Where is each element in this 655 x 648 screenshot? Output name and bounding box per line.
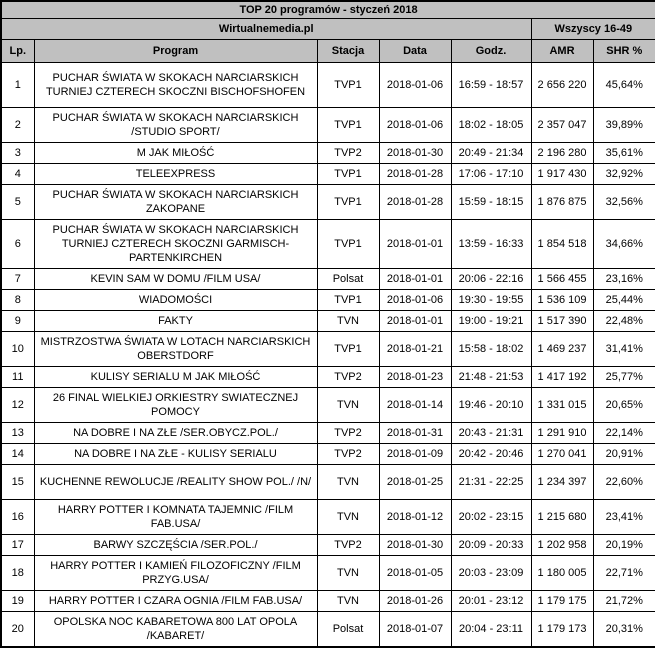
cell-lp: 16 (1, 500, 34, 535)
cell-stacja: TVP2 (317, 535, 379, 556)
table-row (1, 367, 655, 388)
cell-lp: 13 (1, 423, 34, 444)
cell-stacja: TVP1 (317, 220, 379, 269)
cell-godz: 17:06 - 17:10 (451, 164, 531, 185)
table-row (1, 591, 655, 612)
cell-stacja: TVN (317, 591, 379, 612)
table-row (1, 164, 655, 185)
source-row (1, 19, 655, 40)
cell-godz: 21:31 - 22:25 (451, 465, 531, 500)
column-header-row (1, 40, 655, 63)
cell-program: PUCHAR ŚWIATA W SKOKACH NARCIARSKICH /STUDIO SPORT/ (34, 108, 317, 143)
cell-shr: 32,92% (593, 164, 655, 185)
cell-godz: 20:01 - 23:12 (451, 591, 531, 612)
cell-stacja: TVN (317, 388, 379, 423)
cell-lp: 12 (1, 388, 34, 423)
table-row (1, 423, 655, 444)
cell-lp: 2 (1, 108, 34, 143)
cell-lp: 9 (1, 311, 34, 332)
cell-godz: 20:43 - 21:31 (451, 423, 531, 444)
cell-stacja: TVP1 (317, 185, 379, 220)
cell-program: PUCHAR ŚWIATA W SKOKACH NARCIARSKICH TURNIEJ CZTERECH SKOCZNI BISCHOFSHOFEN (34, 63, 317, 108)
cell-lp: 5 (1, 185, 34, 220)
cell-stacja: TVN (317, 311, 379, 332)
cell-stacja: TVP1 (317, 63, 379, 108)
cell-amr: 1 270 041 (531, 444, 593, 465)
cell-lp: 20 (1, 612, 34, 648)
cell-amr: 2 196 280 (531, 143, 593, 164)
cell-amr: 2 357 047 (531, 108, 593, 143)
cell-shr: 31,41% (593, 332, 655, 367)
cell-lp: 11 (1, 367, 34, 388)
cell-lp: 14 (1, 444, 34, 465)
cell-data: 2018-01-23 (379, 367, 451, 388)
table-row (1, 500, 655, 535)
cell-data: 2018-01-30 (379, 143, 451, 164)
cell-shr: 20,31% (593, 612, 655, 648)
cell-program: HARRY POTTER I CZARA OGNIA /FILM FAB.USA/ (34, 591, 317, 612)
cell-shr: 39,89% (593, 108, 655, 143)
cell-shr: 35,61% (593, 143, 655, 164)
cell-amr: 1 469 237 (531, 332, 593, 367)
cell-lp: 7 (1, 269, 34, 290)
cell-data: 2018-01-25 (379, 465, 451, 500)
cell-stacja: TVN (317, 465, 379, 500)
cell-program: MISTRZOSTWA ŚWIATA W LOTACH NARCIARSKICH OBERSTDORF (34, 332, 317, 367)
cell-shr: 22,14% (593, 423, 655, 444)
cell-stacja: TVP2 (317, 367, 379, 388)
cell-program: NA DOBRE I NA ZŁE - KULISY SERIALU (34, 444, 317, 465)
col-header-stacja: Stacja (317, 40, 379, 63)
cell-lp: 1 (1, 63, 34, 108)
cell-data: 2018-01-28 (379, 185, 451, 220)
cell-program: M JAK MIŁOŚĆ (34, 143, 317, 164)
cell-godz: 20:02 - 23:15 (451, 500, 531, 535)
cell-data: 2018-01-12 (379, 500, 451, 535)
table-row (1, 185, 655, 220)
cell-data: 2018-01-31 (379, 423, 451, 444)
title-row (1, 1, 655, 19)
cell-godz: 20:06 - 22:16 (451, 269, 531, 290)
cell-godz: 20:49 - 21:34 (451, 143, 531, 164)
cell-shr: 34,66% (593, 220, 655, 269)
cell-stacja: TVN (317, 500, 379, 535)
cell-data: 2018-01-01 (379, 269, 451, 290)
source-label: Wirtualnemedia.pl (1, 19, 531, 40)
cell-program: WIADOMOŚCI (34, 290, 317, 311)
cell-lp: 18 (1, 556, 34, 591)
table-row (1, 143, 655, 164)
cell-data: 2018-01-14 (379, 388, 451, 423)
cell-godz: 15:59 - 18:15 (451, 185, 531, 220)
cell-amr: 1 202 958 (531, 535, 593, 556)
cell-lp: 6 (1, 220, 34, 269)
table-row (1, 556, 655, 591)
table-header (1, 1, 655, 63)
table-row (1, 220, 655, 269)
cell-shr: 23,41% (593, 500, 655, 535)
cell-data: 2018-01-06 (379, 290, 451, 311)
cell-program: 26 FINAL WIELKIEJ ORKIESTRY SWIATECZNEJ POMOCY (34, 388, 317, 423)
table-row (1, 444, 655, 465)
cell-amr: 1 179 173 (531, 612, 593, 648)
cell-amr: 1 417 192 (531, 367, 593, 388)
cell-shr: 22,71% (593, 556, 655, 591)
cell-godz: 21:48 - 21:53 (451, 367, 531, 388)
cell-lp: 4 (1, 164, 34, 185)
table-title: TOP 20 programów - styczeń 2018 (1, 1, 655, 19)
cell-shr: 20,65% (593, 388, 655, 423)
cell-data: 2018-01-01 (379, 220, 451, 269)
cell-godz: 20:04 - 23:11 (451, 612, 531, 648)
cell-shr: 20,91% (593, 444, 655, 465)
table-row (1, 63, 655, 108)
cell-godz: 20:03 - 23:09 (451, 556, 531, 591)
cell-data: 2018-01-21 (379, 332, 451, 367)
cell-stacja: Polsat (317, 612, 379, 648)
col-header-shr: SHR % (593, 40, 655, 63)
cell-amr: 1 179 175 (531, 591, 593, 612)
cell-amr: 1 566 455 (531, 269, 593, 290)
cell-godz: 20:42 - 20:46 (451, 444, 531, 465)
cell-lp: 10 (1, 332, 34, 367)
cell-data: 2018-01-06 (379, 63, 451, 108)
cell-shr: 21,72% (593, 591, 655, 612)
cell-stacja: TVP1 (317, 108, 379, 143)
cell-amr: 1 854 518 (531, 220, 593, 269)
col-header-amr: AMR (531, 40, 593, 63)
cell-data: 2018-01-09 (379, 444, 451, 465)
cell-amr: 1 180 005 (531, 556, 593, 591)
cell-stacja: Polsat (317, 269, 379, 290)
cell-lp: 3 (1, 143, 34, 164)
table-row (1, 388, 655, 423)
cell-lp: 19 (1, 591, 34, 612)
cell-godz: 20:09 - 20:33 (451, 535, 531, 556)
cell-godz: 19:46 - 20:10 (451, 388, 531, 423)
cell-data: 2018-01-06 (379, 108, 451, 143)
table-row (1, 612, 655, 648)
table-row (1, 269, 655, 290)
col-header-data: Data (379, 40, 451, 63)
cell-amr: 1 215 680 (531, 500, 593, 535)
cell-data: 2018-01-01 (379, 311, 451, 332)
cell-shr: 20,19% (593, 535, 655, 556)
table-row (1, 465, 655, 500)
cell-data: 2018-01-05 (379, 556, 451, 591)
cell-stacja: TVP2 (317, 143, 379, 164)
cell-godz: 13:59 - 16:33 (451, 220, 531, 269)
cell-program: PUCHAR ŚWIATA W SKOKACH NARCIARSKICH TURNIEJ CZTERECH SKOCZNI GARMISCH-PARTENKIRCHEN (34, 220, 317, 269)
cell-data: 2018-01-26 (379, 591, 451, 612)
table-body (1, 63, 655, 648)
cell-shr: 45,64% (593, 63, 655, 108)
cell-program: HARRY POTTER I KOMNATA TAJEMNIC /FILM FAB.USA/ (34, 500, 317, 535)
cell-amr: 1 536 109 (531, 290, 593, 311)
cell-program: HARRY POTTER I KAMIEŃ FILOZOFICZNY /FILM PRZYG.USA/ (34, 556, 317, 591)
cell-stacja: TVN (317, 556, 379, 591)
table-row (1, 108, 655, 143)
audience-group-label: Wszyscy 16-49 (531, 19, 655, 40)
cell-amr: 1 876 875 (531, 185, 593, 220)
cell-amr: 1 291 910 (531, 423, 593, 444)
col-header-godz: Godz. (451, 40, 531, 63)
col-header-lp: Lp. (1, 40, 34, 63)
cell-program: BARWY SZCZĘŚCIA /SER.POL./ (34, 535, 317, 556)
table-row (1, 290, 655, 311)
cell-data: 2018-01-30 (379, 535, 451, 556)
cell-godz: 19:30 - 19:55 (451, 290, 531, 311)
cell-lp: 15 (1, 465, 34, 500)
cell-amr: 2 656 220 (531, 63, 593, 108)
cell-godz: 15:58 - 18:02 (451, 332, 531, 367)
cell-program: PUCHAR ŚWIATA W SKOKACH NARCIARSKICH ZAKOPANE (34, 185, 317, 220)
cell-shr: 25,44% (593, 290, 655, 311)
cell-stacja: TVP1 (317, 290, 379, 311)
cell-shr: 32,56% (593, 185, 655, 220)
cell-stacja: TVP2 (317, 423, 379, 444)
cell-godz: 16:59 - 18:57 (451, 63, 531, 108)
cell-amr: 1 517 390 (531, 311, 593, 332)
cell-amr: 1 234 397 (531, 465, 593, 500)
table-row (1, 311, 655, 332)
cell-shr: 22,60% (593, 465, 655, 500)
cell-shr: 25,77% (593, 367, 655, 388)
cell-amr: 1 917 430 (531, 164, 593, 185)
cell-program: KEVIN SAM W DOMU /FILM USA/ (34, 269, 317, 290)
cell-program: TELEEXPRESS (34, 164, 317, 185)
cell-data: 2018-01-07 (379, 612, 451, 648)
cell-shr: 22,48% (593, 311, 655, 332)
cell-stacja: TVP1 (317, 164, 379, 185)
cell-lp: 8 (1, 290, 34, 311)
cell-shr: 23,16% (593, 269, 655, 290)
cell-lp: 17 (1, 535, 34, 556)
cell-godz: 18:02 - 18:05 (451, 108, 531, 143)
cell-stacja: TVP1 (317, 332, 379, 367)
cell-stacja: TVP2 (317, 444, 379, 465)
cell-program: KULISY SERIALU M JAK MIŁOŚĆ (34, 367, 317, 388)
cell-amr: 1 331 015 (531, 388, 593, 423)
cell-program: FAKTY (34, 311, 317, 332)
table-row (1, 332, 655, 367)
cell-program: NA DOBRE I NA ZŁE /SER.OBYCZ.POL./ (34, 423, 317, 444)
col-header-program: Program (34, 40, 317, 63)
cell-program: OPOLSKA NOC KABARETOWA 800 LAT OPOLA /KABARET/ (34, 612, 317, 648)
cell-data: 2018-01-28 (379, 164, 451, 185)
table-row (1, 535, 655, 556)
cell-program: KUCHENNE REWOLUCJE /REALITY SHOW POL./ /N/ (34, 465, 317, 500)
cell-godz: 19:00 - 19:21 (451, 311, 531, 332)
